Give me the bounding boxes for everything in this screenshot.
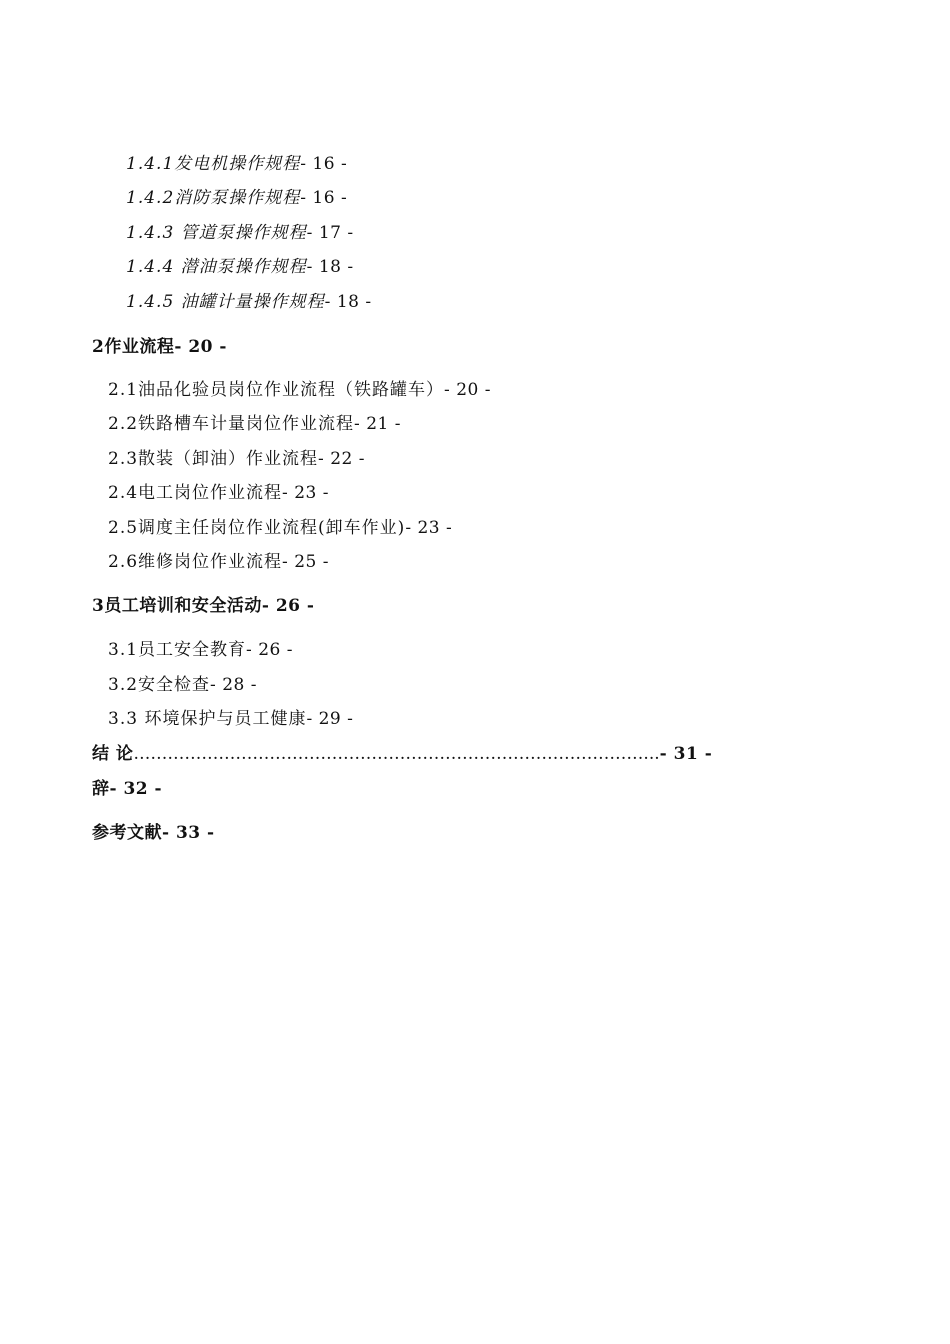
- toc-conclusion-title: 结 论: [92, 744, 134, 764]
- toc-chapter-title: 2作业流程: [92, 337, 175, 357]
- toc-entry-2-2[interactable]: [108, 416, 401, 433]
- toc-entry-3-3[interactable]: [108, 711, 353, 728]
- toc-entry-page: - 16 -: [300, 154, 348, 174]
- toc-entry-page: - 20 -: [444, 380, 491, 400]
- toc-entry-2-4[interactable]: [108, 485, 329, 502]
- toc-entry-2-5[interactable]: [108, 520, 452, 537]
- toc-references[interactable]: [92, 825, 215, 842]
- toc-entry-title: 1.4.2消防泵操作规程: [126, 188, 301, 208]
- toc-entry-page: - 16 -: [300, 188, 348, 208]
- toc-entry-1-4-2[interactable]: [126, 190, 347, 207]
- toc-entry-title: 2.2铁路槽车计量岗位作业流程: [108, 414, 355, 434]
- toc-entry-page: - 26 -: [246, 640, 293, 660]
- toc-chapter-2[interactable]: [92, 339, 227, 356]
- toc-entry-2-3[interactable]: [108, 451, 365, 468]
- toc-entry-1-4-4[interactable]: [126, 259, 354, 276]
- toc-entry-title: 1.4.1发电机操作规程: [126, 154, 301, 174]
- toc-entry-page: - 23 -: [282, 483, 329, 503]
- toc-entry-page: - 23 -: [405, 518, 453, 538]
- toc-entry-page: - 18 -: [306, 257, 354, 277]
- toc-entry-title: 2.6维修岗位作业流程: [108, 552, 283, 572]
- toc-references-title: 参考文献: [92, 823, 162, 843]
- toc-entry-title: 3.3 环境保护与员工健康: [108, 709, 307, 729]
- toc-entry-title: 1.4.3 管道泵操作规程: [126, 223, 307, 243]
- toc-entry-3-2[interactable]: [108, 677, 257, 694]
- toc-entry-2-1[interactable]: [108, 382, 491, 399]
- toc-entry-title: 1.4.5 油罐计量操作规程: [126, 292, 325, 312]
- toc-conclusion[interactable]: [92, 746, 712, 763]
- toc-entry-title: 3.1员工安全教育: [108, 640, 247, 660]
- toc-entry-1-4-5[interactable]: [126, 294, 372, 311]
- toc-entry-page: - 21 -: [354, 414, 401, 434]
- toc-thanks-page: - 32 -: [109, 779, 163, 799]
- toc-entry-title: 2.5调度主任岗位作业流程(卸车作业): [108, 518, 406, 538]
- toc-entry-page: - 29 -: [306, 709, 354, 729]
- toc-conclusion-page: - 31 -: [659, 744, 713, 764]
- toc-entry-page: - 22 -: [318, 449, 365, 469]
- toc-references-page: - 33 -: [162, 823, 215, 843]
- toc-chapter-title: 3员工培训和安全活动: [92, 596, 262, 616]
- toc-chapter-page: - 20 -: [174, 337, 227, 357]
- toc-entry-title: 3.2安全检查: [108, 675, 211, 695]
- toc-chapter-3[interactable]: [92, 598, 314, 615]
- toc-entry-page: - 28 -: [210, 675, 257, 695]
- toc-entry-1-4-1[interactable]: [126, 156, 347, 173]
- toc-entry-2-6[interactable]: [108, 554, 329, 571]
- toc-entry-title: 1.4.4 潜油泵操作规程: [126, 257, 307, 277]
- toc-entry-3-1[interactable]: [108, 642, 293, 659]
- toc-dot-leader: ………………………………………………………………………………...: [133, 744, 660, 764]
- toc-entry-title: 2.3散装（卸油）作业流程: [108, 449, 319, 469]
- toc-entry-page: - 25 -: [282, 552, 329, 572]
- toc-entry-1-4-3[interactable]: [126, 225, 354, 242]
- toc-thanks-title: 辞: [92, 779, 110, 799]
- toc-entry-page: - 18 -: [324, 292, 372, 312]
- toc-entry-title: 2.1油品化验员岗位作业流程（铁路罐车）: [108, 380, 445, 400]
- toc-entry-page: - 17 -: [306, 223, 354, 243]
- toc-thanks[interactable]: [92, 781, 162, 798]
- toc-chapter-page: - 26 -: [261, 596, 315, 616]
- toc-entry-title: 2.4电工岗位作业流程: [108, 483, 283, 503]
